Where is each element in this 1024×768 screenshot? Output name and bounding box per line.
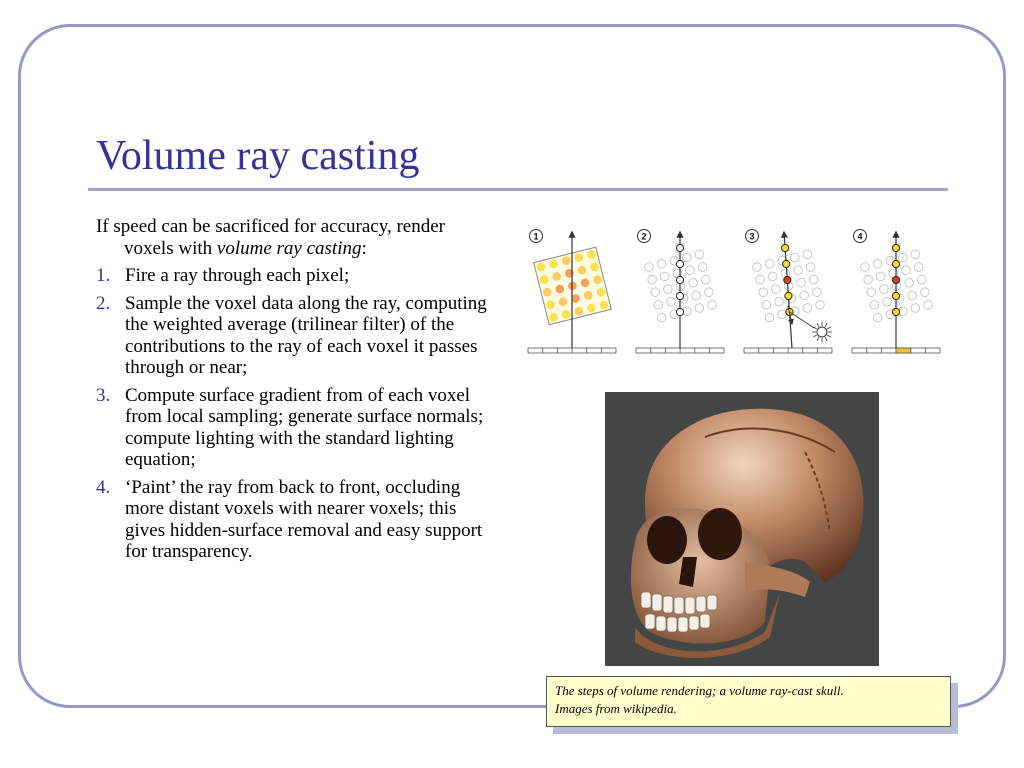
voxel	[697, 262, 707, 272]
voxel	[923, 300, 933, 310]
voxel	[704, 287, 714, 297]
sun-core	[817, 327, 827, 337]
ray-sample	[783, 260, 790, 267]
step-number: 1.	[96, 265, 111, 286]
step-number: 2.	[96, 292, 111, 314]
voxel	[682, 252, 692, 262]
title-underline	[88, 188, 948, 191]
voxel	[863, 274, 873, 284]
voxel	[774, 296, 784, 306]
voxel	[898, 252, 908, 262]
step-item	[96, 385, 496, 471]
step-text: Compute surface gradient from of each voxel from local sampling; generate surface normals; compute lighting with the standard lighting equation;	[125, 384, 484, 470]
voxel	[904, 278, 914, 288]
slide-body	[96, 216, 496, 569]
voxel	[644, 262, 654, 272]
voxel	[764, 312, 774, 322]
ray-sample	[784, 276, 791, 283]
step-number: 3.	[96, 384, 111, 406]
sun-ray	[827, 335, 830, 337]
intro-emphasis: volume ray casting	[216, 237, 362, 259]
voxel	[663, 284, 673, 294]
voxel	[666, 296, 676, 306]
sun-ray	[813, 335, 816, 337]
diagram-panel	[528, 230, 616, 354]
voxel	[882, 296, 892, 306]
sun-ray	[827, 327, 830, 329]
step-item	[96, 293, 496, 379]
voxel	[660, 271, 670, 281]
voxel	[752, 262, 762, 272]
ray-sample	[676, 308, 683, 315]
voxel	[691, 290, 701, 300]
voxel	[815, 300, 825, 310]
voxel	[650, 287, 660, 297]
step-badge-label: 2	[641, 231, 647, 242]
voxel	[860, 262, 870, 272]
step-badge-label: 4	[857, 231, 863, 242]
caption-line-1: The steps of volume rendering; a volume ray-cast skull.	[555, 683, 844, 698]
caption-line-2: Images from wikipedia.	[555, 701, 677, 716]
voxel	[771, 284, 781, 294]
intro-paragraph	[96, 216, 496, 259]
step-item	[96, 477, 496, 563]
ray-sample	[676, 260, 683, 267]
ray-sample	[892, 292, 899, 299]
light-line	[790, 312, 814, 328]
light-source-icon	[812, 322, 832, 342]
voxel	[755, 274, 765, 284]
voxel	[866, 287, 876, 297]
step-badge-label: 3	[749, 231, 755, 242]
voxel	[879, 284, 889, 294]
voxel	[694, 249, 704, 259]
voxel	[700, 274, 710, 284]
diagram-panel	[636, 230, 724, 354]
ray-sample	[892, 308, 899, 315]
voxel	[872, 312, 882, 322]
intro-colon: :	[361, 237, 367, 259]
voxel	[768, 271, 778, 281]
ray-sample	[676, 292, 683, 299]
voxel	[790, 252, 800, 262]
step-text: Fire a ray through each pixel;	[125, 265, 350, 286]
voxel	[764, 259, 774, 269]
diagram-panel	[744, 230, 832, 354]
voxel	[793, 265, 803, 275]
ray-sample	[785, 292, 792, 299]
ray-casting-steps-diagram	[524, 224, 952, 360]
step-badge-label: 1	[533, 231, 539, 242]
voxel	[761, 300, 771, 310]
step-item	[96, 265, 496, 287]
voxel	[647, 274, 657, 284]
voxel	[872, 259, 882, 269]
step-text: Sample the voxel data along the ray, computing the weighted average (trilinear filter) of the contributions to the ray of each voxel it passes through or near;	[125, 292, 487, 378]
voxel	[694, 303, 704, 313]
voxel	[688, 278, 698, 288]
voxel	[802, 249, 812, 259]
voxel	[913, 262, 923, 272]
voxel	[653, 300, 663, 310]
voxel	[916, 274, 926, 284]
voxel	[685, 265, 695, 275]
voxel	[805, 262, 815, 272]
ray-sample	[892, 260, 899, 267]
sun-ray	[825, 337, 827, 340]
ray-sample	[676, 276, 683, 283]
voxel	[758, 287, 768, 297]
volume-rendered-skull-image	[605, 392, 879, 666]
voxel	[808, 274, 818, 284]
ray-sample	[676, 244, 683, 251]
voxel	[869, 300, 879, 310]
colored-pixel	[896, 348, 911, 353]
voxel	[802, 303, 812, 313]
voxel	[796, 278, 806, 288]
voxel	[707, 300, 717, 310]
voxel	[920, 287, 930, 297]
slide-title: Volume ray casting	[96, 133, 420, 179]
ray-sample	[892, 276, 899, 283]
voxel	[812, 287, 822, 297]
ray-sample	[782, 244, 789, 251]
voxel	[907, 290, 917, 300]
voxel	[910, 303, 920, 313]
voxel	[901, 265, 911, 275]
sun-ray	[825, 323, 827, 326]
step-text: ‘Paint’ the ray from back to front, occluding more distant voxels with nearer voxels; this gives hidden-surface removal and easy support for transparency.	[125, 476, 483, 562]
sun-ray	[817, 337, 819, 340]
voxel	[910, 249, 920, 259]
voxel	[656, 312, 666, 322]
diagram-panel	[852, 230, 940, 354]
image-caption	[546, 676, 951, 727]
ray-sample	[892, 244, 899, 251]
intro-text: If speed can be sacrificed for accuracy, render voxels with	[96, 216, 445, 259]
voxel	[799, 290, 809, 300]
voxel	[876, 271, 886, 281]
sun-ray	[817, 323, 819, 326]
step-number: 4.	[96, 476, 111, 498]
voxel	[656, 259, 666, 269]
